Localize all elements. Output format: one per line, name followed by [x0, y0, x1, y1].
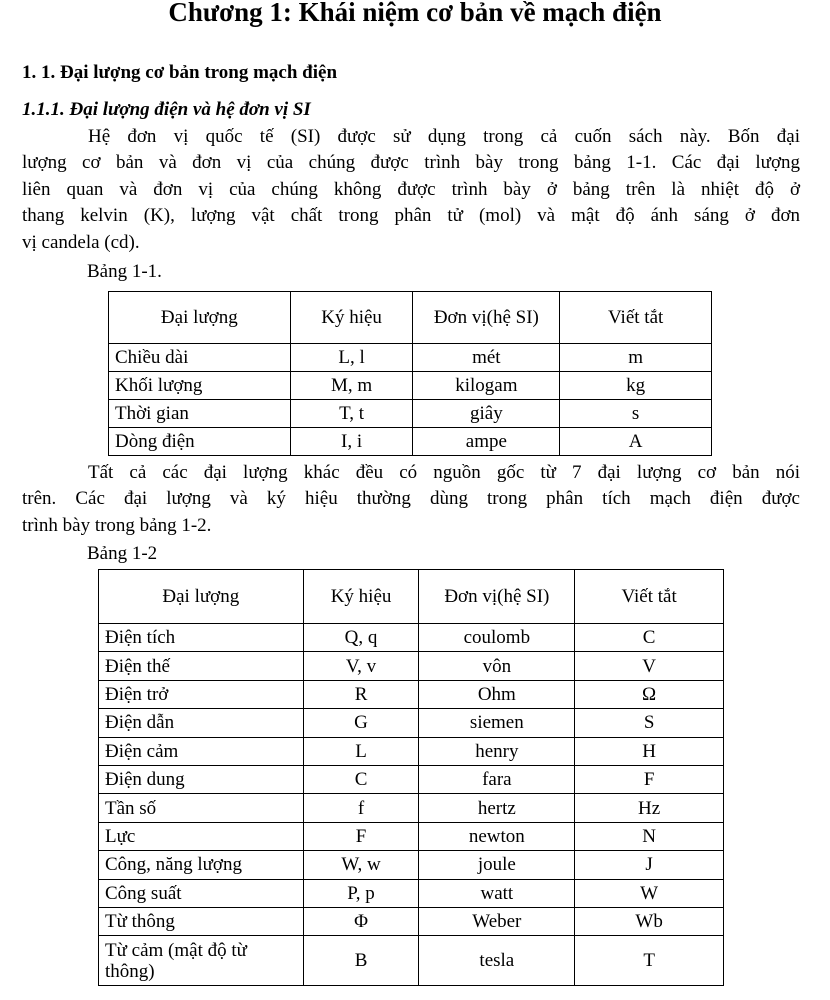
cell-symbol: C	[303, 765, 419, 793]
table-row	[99, 737, 724, 765]
cell-symbol: I, i	[290, 428, 413, 456]
cell-unit: ampe	[413, 428, 560, 456]
paragraph-intro	[22, 124, 800, 256]
cell-quantity: Từ thông	[99, 907, 304, 935]
cell-abbreviation: s	[560, 400, 712, 428]
cell-abbreviation: J	[575, 851, 724, 879]
header-unit-line1: Đơn vị	[433, 307, 487, 328]
cell-quantity: Điện trở	[99, 680, 304, 708]
header-unit	[419, 570, 575, 624]
cell-abbreviation: m	[560, 344, 712, 372]
table-row	[109, 372, 712, 400]
header-unit-line2: (hệ SI)	[497, 586, 550, 607]
cell-unit: tesla	[419, 936, 575, 986]
table-row	[99, 907, 724, 935]
cell-abbreviation: Ω	[575, 680, 724, 708]
cell-symbol: V, v	[303, 652, 419, 680]
cell-abbreviation: A	[560, 428, 712, 456]
cell-symbol: L, l	[290, 344, 413, 372]
paragraph-line: thang kelvin (K), lượng vật chất trong phân tử (mol) và mật độ ánh sáng ở đơn	[22, 205, 800, 227]
table-row	[99, 822, 724, 850]
cell-symbol: B	[303, 936, 419, 986]
cell-unit: watt	[419, 879, 575, 907]
cell-quantity: Lực	[99, 822, 304, 850]
cell-unit: fara	[419, 765, 575, 793]
table-row	[99, 709, 724, 737]
cell-unit: joule	[419, 851, 575, 879]
subsection-heading: 1.1.1. Đại lượng điện và hệ đơn vị SI	[22, 99, 311, 120]
cell-abbreviation: W	[575, 879, 724, 907]
cell-unit: newton	[419, 822, 575, 850]
table-row	[99, 936, 724, 986]
cell-quantity-line2: thông)	[105, 960, 155, 982]
cell-symbol: M, m	[290, 372, 413, 400]
header-unit-line1: Đơn vị	[444, 586, 498, 607]
cell-quantity: Dòng điện	[109, 428, 291, 456]
cell-unit: Weber	[419, 907, 575, 935]
table-row	[109, 428, 712, 456]
cell-symbol: W, w	[303, 851, 419, 879]
cell-quantity-line1: Từ cảm (mật độ từ	[105, 939, 247, 961]
cell-abbreviation: kg	[560, 372, 712, 400]
cell-abbreviation: Wb	[575, 907, 724, 935]
table2-caption: Bảng 1-2	[87, 543, 158, 564]
cell-quantity: Tần số	[99, 794, 304, 822]
header-unit-line2: (hệ SI)	[486, 307, 539, 328]
cell-quantity: Công, năng lượng	[99, 851, 304, 879]
paragraph-line: trình bày trong bảng 1-2.	[22, 514, 212, 536]
header-symbol: Ký hiệu	[303, 570, 419, 624]
cell-unit: henry	[419, 737, 575, 765]
cell-unit: giây	[413, 400, 560, 428]
cell-abbreviation: S	[575, 709, 724, 737]
cell-unit: siemen	[419, 709, 575, 737]
cell-abbreviation: T	[575, 936, 724, 986]
cell-symbol: L	[303, 737, 419, 765]
table1-caption: Bảng 1-1.	[87, 261, 162, 282]
cell-symbol: G	[303, 709, 419, 737]
paragraph-line: vị candela (cd).	[22, 231, 140, 253]
paragraph-line: lượng cơ bản và đơn vị của chúng được trình bày trong bảng 1-1. Các đại lượng	[22, 152, 800, 174]
cell-abbreviation: C	[575, 624, 724, 652]
cell-symbol: Q, q	[303, 624, 419, 652]
header-abbreviation: Viết tắt	[575, 570, 724, 624]
cell-quantity	[99, 936, 304, 986]
cell-quantity: Khối lượng	[109, 372, 291, 400]
page-title: Chương 1: Khái niệm cơ bản về mạch điện	[168, 0, 662, 27]
cell-symbol: T, t	[290, 400, 413, 428]
table-row	[99, 765, 724, 793]
header-symbol: Ký hiệu	[290, 292, 413, 344]
table-1-1	[108, 291, 712, 456]
table-row	[99, 652, 724, 680]
cell-symbol: R	[303, 680, 419, 708]
cell-unit: mét	[413, 344, 560, 372]
cell-unit: coulomb	[419, 624, 575, 652]
cell-symbol: f	[303, 794, 419, 822]
table-header-row	[99, 570, 724, 624]
header-unit	[413, 292, 560, 344]
cell-quantity: Điện dung	[99, 765, 304, 793]
header-quantity: Đại lượng	[99, 570, 304, 624]
table-header-row	[109, 292, 712, 344]
table-row	[99, 624, 724, 652]
cell-symbol: F	[303, 822, 419, 850]
table-row	[99, 794, 724, 822]
cell-quantity: Chiều dài	[109, 344, 291, 372]
cell-quantity: Công suất	[99, 879, 304, 907]
table-row	[99, 680, 724, 708]
cell-unit: Ohm	[419, 680, 575, 708]
section-heading: 1. 1. Đại lượng cơ bản trong mạch điện	[22, 62, 338, 83]
cell-unit: hertz	[419, 794, 575, 822]
paragraph-line: trên. Các đại lượng và ký hiệu thường dùng trong phân tích mạch điện được	[22, 488, 800, 510]
cell-quantity: Thời gian	[109, 400, 291, 428]
cell-symbol: P, p	[303, 879, 419, 907]
cell-quantity: Điện thế	[99, 652, 304, 680]
paragraph-derived	[22, 460, 800, 539]
table-row	[99, 851, 724, 879]
paragraph-line: Hệ đơn vị quốc tế (SI) được sử dụng trong cả cuốn sách này. Bốn đại	[88, 126, 800, 147]
cell-abbreviation: F	[575, 765, 724, 793]
table-1-2	[98, 569, 724, 986]
cell-abbreviation: Hz	[575, 794, 724, 822]
cell-quantity: Điện dẫn	[99, 709, 304, 737]
cell-symbol: Φ	[303, 907, 419, 935]
cell-unit: vôn	[419, 652, 575, 680]
paragraph-line: liên quan và đơn vị của chúng không được trình bày ở bảng trên là nhiệt độ ở	[22, 178, 800, 200]
paragraph-line: Tất cả các đại lượng khác đều có nguồn gốc từ 7 đại lượng cơ bản nói	[88, 462, 800, 483]
cell-abbreviation: H	[575, 737, 724, 765]
cell-quantity: Điện cảm	[99, 737, 304, 765]
table-row	[99, 879, 724, 907]
header-abbreviation: Viết tắt	[560, 292, 712, 344]
cell-abbreviation: N	[575, 822, 724, 850]
cell-abbreviation: V	[575, 652, 724, 680]
header-quantity: Đại lượng	[109, 292, 291, 344]
table-row	[109, 400, 712, 428]
cell-quantity: Điện tích	[99, 624, 304, 652]
cell-unit: kilogam	[413, 372, 560, 400]
table-row	[109, 344, 712, 372]
